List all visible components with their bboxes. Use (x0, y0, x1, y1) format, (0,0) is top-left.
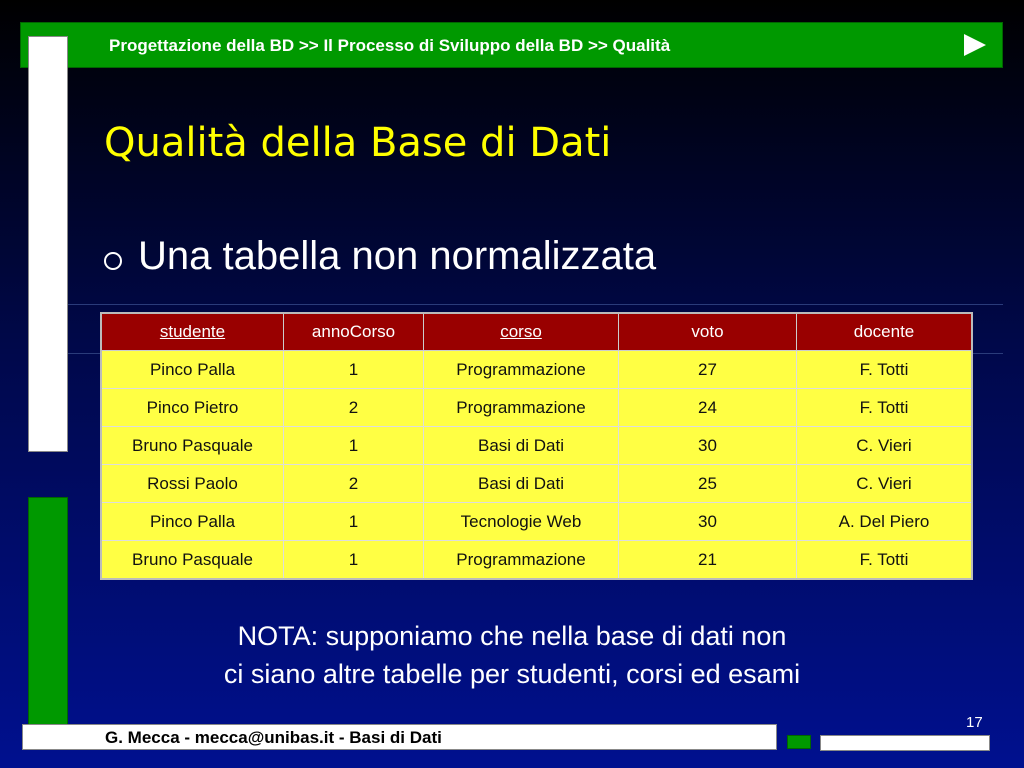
decorative-white-bar (28, 36, 68, 452)
cell-voto: 24 (619, 389, 797, 427)
bullet-text: Una tabella non normalizzata (138, 234, 657, 278)
cell-voto: 30 (619, 427, 797, 465)
column-header-annocorso: annoCorso (284, 313, 424, 351)
cell-voto: 30 (619, 503, 797, 541)
note-text (150, 617, 874, 693)
cell-studente: Rossi Paolo (101, 465, 284, 503)
decorative-white-box (820, 735, 990, 751)
cell-docente: F. Totti (797, 541, 973, 580)
column-header-docente: docente (797, 313, 973, 351)
table-row (101, 503, 972, 541)
note-line-1: NOTA: supponiamo che nella base di dati non (237, 621, 787, 651)
cell-annocorso: 2 (284, 465, 424, 503)
footer-bar (22, 724, 777, 750)
table-row (101, 351, 972, 389)
breadcrumb: Progettazione della BD >> Il Processo di Sviluppo della BD >> Qualità (109, 36, 671, 55)
table-row (101, 541, 972, 580)
cell-docente: C. Vieri (797, 427, 973, 465)
cell-corso: Programmazione (424, 351, 619, 389)
cell-corso: Basi di Dati (424, 465, 619, 503)
cell-docente: F. Totti (797, 351, 973, 389)
cell-studente: Pinco Palla (101, 503, 284, 541)
cell-annocorso: 2 (284, 389, 424, 427)
data-table (100, 312, 973, 580)
cell-voto: 27 (619, 351, 797, 389)
cell-annocorso: 1 (284, 427, 424, 465)
cell-corso: Programmazione (424, 389, 619, 427)
column-header-studente: studente (101, 313, 284, 351)
column-header-corso: corso (424, 313, 619, 351)
cell-studente: Pinco Palla (101, 351, 284, 389)
cell-annocorso: 1 (284, 351, 424, 389)
column-header-voto: voto (619, 313, 797, 351)
table-header-row (101, 313, 972, 351)
table-row (101, 389, 972, 427)
cell-annocorso: 1 (284, 503, 424, 541)
cell-voto: 25 (619, 465, 797, 503)
cell-studente: Bruno Pasquale (101, 541, 284, 580)
cell-voto: 21 (619, 541, 797, 580)
table-row (101, 427, 972, 465)
decorative-green-bar (28, 497, 68, 735)
page-number: 17 (966, 714, 983, 731)
bullet-icon (104, 252, 122, 270)
decorative-green-box (787, 735, 811, 749)
cell-studente: Bruno Pasquale (101, 427, 284, 465)
table-row (101, 465, 972, 503)
header-bar (20, 22, 1003, 68)
cell-docente: F. Totti (797, 389, 973, 427)
cell-corso: Basi di Dati (424, 427, 619, 465)
note-line-2: ci siano altre tabelle per studenti, corsi ed esami (223, 659, 801, 689)
bullet-item (104, 234, 656, 279)
cell-studente: Pinco Pietro (101, 389, 284, 427)
cell-corso: Tecnologie Web (424, 503, 619, 541)
cell-docente: C. Vieri (797, 465, 973, 503)
cell-annocorso: 1 (284, 541, 424, 580)
next-arrow-icon[interactable] (964, 34, 986, 56)
cell-docente: A. Del Piero (797, 503, 973, 541)
slide-title: Qualità della Base di Dati (104, 120, 612, 166)
divider-line (68, 304, 1003, 305)
cell-corso: Programmazione (424, 541, 619, 580)
footer-credit: G. Mecca - mecca@unibas.it - Basi di Dati (105, 728, 442, 747)
